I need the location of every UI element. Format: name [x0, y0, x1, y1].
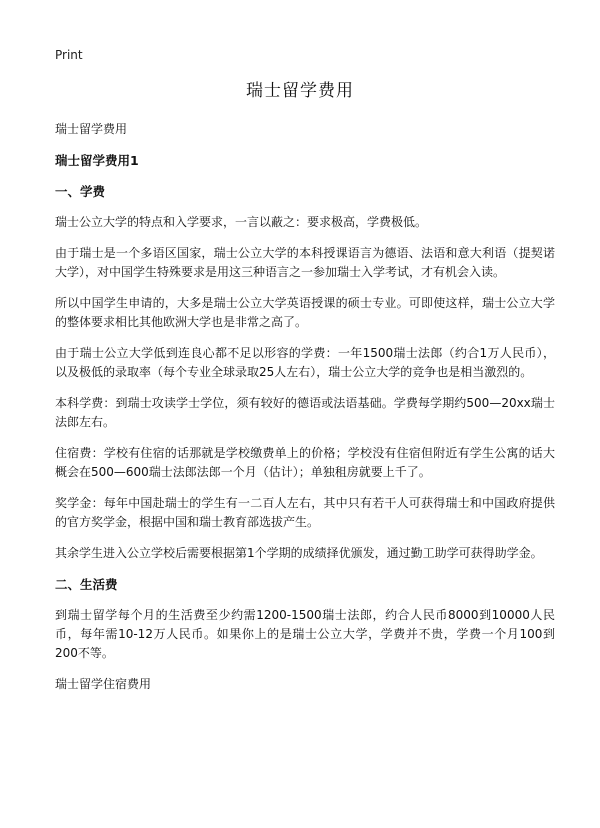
paragraph: 本科学费：到瑞士攻读学士学位，须有较好的德语或法语基础。学费每学期约500—20xx瑞士法郎左右。: [55, 396, 555, 429]
document-body: [55, 120, 555, 706]
section-heading: 瑞士留学费用1: [55, 153, 139, 168]
paragraph: 所以中国学生申请的，大多是瑞士公立大学英语授课的硕士专业。可即使这样，瑞士公立大学的整体要求相比其他欧洲大学也是非常之高了。: [55, 296, 555, 329]
subsection-heading-living-costs: 二、生活费: [55, 577, 118, 592]
paragraph: 其余学生进入公立学校后需要根据第1个学期的成绩择优颁发，通过勤工助学可获得助学金。: [55, 546, 543, 560]
print-label: Print: [55, 48, 83, 62]
paragraph: 住宿费：学校有住宿的话那就是学校缴费单上的价格；学校没有住宿但附近有学生公寓的话大概会在500—600瑞士法郎法郎一个月（估计）；单独租房就要上千了。: [55, 446, 555, 479]
paragraph: 由于瑞士是一个多语区国家，瑞士公立大学的本科授课语言为德语、法语和意大利语（提契诺大学），对中国学生特殊要求是用这三种语言之一参加瑞士入学考试，才有机会入读。: [55, 246, 555, 279]
paragraph: 到瑞士留学每个月的生活费至少约需1200-1500瑞士法郎，约合人民币8000到10000人民币，每年需10-12万人民币。如果你上的是瑞士公立大学，学费并不贵，学费一个月100到200不等。: [55, 608, 555, 660]
paragraph: 由于瑞士公立大学低到连良心都不足以形容的学费：一年1500瑞士法郎（约合1万人民币），以及极低的录取率（每个专业全球录取25人左右），瑞士公立大学的竞争也是相当激烈的。: [55, 346, 555, 379]
paragraph: 奖学金：每年中国赴瑞士的学生有一二百人左右，其中只有若干人可获得瑞士和中国政府提供的官方奖学金，根据中国和瑞士教育部选拔产生。: [55, 496, 555, 529]
intro-paragraph: 瑞士留学费用: [55, 122, 128, 136]
subsection-heading-tuition: 一、学费: [55, 184, 106, 199]
paragraph: 瑞士公立大学的特点和入学要求，一言以蔽之：要求极高，学费极低。: [55, 215, 428, 229]
paragraph: 瑞士留学住宿费用: [55, 677, 152, 691]
document-title: 瑞士留学费用: [246, 81, 354, 101]
